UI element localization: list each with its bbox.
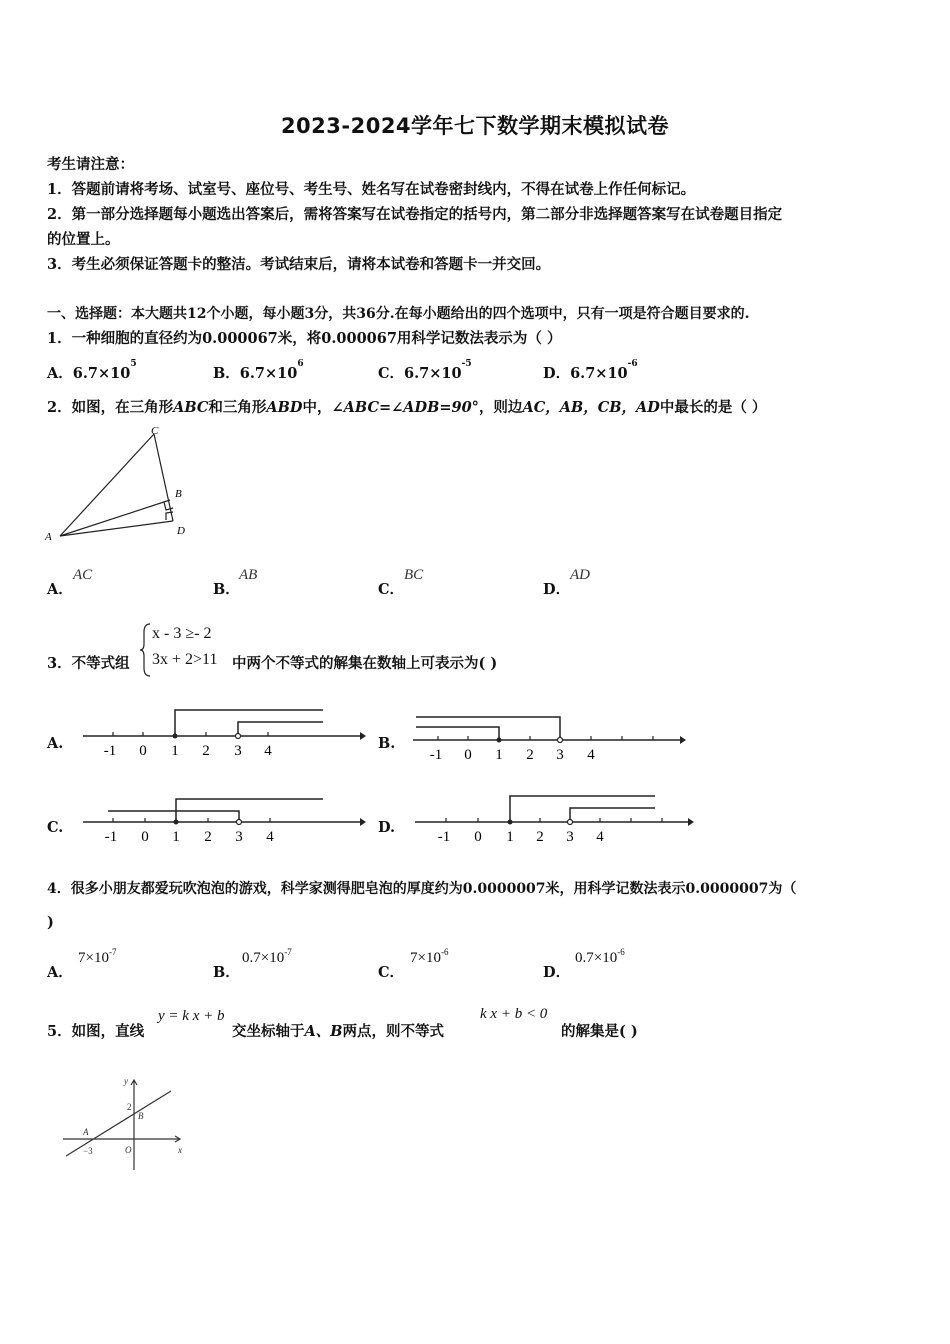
q4-option-d[interactable]: D． — [543, 964, 571, 981]
label-C: C — [151, 425, 159, 437]
q3-number-line-d — [410, 788, 700, 850]
label-D: D — [177, 525, 185, 537]
q5-stem-pre: 5．如图，直线 — [47, 1023, 145, 1040]
q4-option-a[interactable]: A． — [47, 964, 73, 981]
q1-option-b[interactable]: B．$6.7\times 10^6$ — [213, 359, 304, 382]
q2-option-b-value: AB — [239, 567, 258, 583]
tick-label: 2 — [536, 829, 544, 845]
q4-option-c[interactable]: C． — [378, 964, 405, 981]
q4-option-a-value: $7\times 10^{-7}$ — [78, 947, 117, 966]
q3-stem-tail: 中两个不等式的解集在数轴上可表示为( ) — [232, 655, 498, 672]
tick-label: -1 — [104, 829, 118, 845]
q2-option-c[interactable]: C． — [378, 581, 405, 598]
q2-triangle-figure — [40, 420, 200, 550]
q2-option-c-value: BC — [404, 567, 424, 583]
q5-line-equation: y = k x + b — [158, 1008, 225, 1024]
tick-label: -1 — [103, 743, 117, 759]
tick-label: 0 — [139, 743, 147, 759]
q5-stem-end: 的解集是( ) — [561, 1023, 638, 1040]
q1-option-a[interactable]: A．$6.7\times 10^5$ — [47, 359, 137, 382]
tick-label: 4 — [587, 747, 595, 763]
label-A: A — [83, 1127, 89, 1137]
q2-option-d-value: AD — [570, 567, 590, 583]
axis-x-label: x — [178, 1145, 182, 1155]
q5-inequality: k x + b < 0 — [480, 1006, 548, 1022]
q3-option-b[interactable]: B. — [378, 735, 396, 752]
q1-option-d[interactable]: D．$6.7\times 10^{-6}$ — [543, 359, 638, 382]
q2-option-a[interactable]: A． — [47, 581, 73, 598]
label-B: B — [138, 1111, 144, 1121]
tick-label: 4 — [266, 829, 274, 845]
q2-option-a-value: AC — [73, 567, 93, 583]
page-title: 2023-2024学年七下数学期末模拟试卷 — [280, 114, 670, 138]
section-heading: 一、选择题：本大题共12个小题，每小题3分，共36分.在每小题给出的四个选项中，只有一项是符合题目要求的. — [47, 306, 750, 322]
tick-label: 0 — [464, 747, 472, 763]
q3-ineq-1: x - 3 ≥- 2 — [152, 625, 212, 642]
q4-option-b-value: $0.7\times 10^{-7}$ — [242, 947, 292, 966]
tick-label: 1 — [172, 829, 180, 845]
label-2: 2 — [127, 1102, 132, 1112]
q3-number-line-b — [408, 704, 688, 766]
q3-number-line-c — [78, 788, 368, 850]
tick-label: 4 — [596, 829, 604, 845]
tick-label: 1 — [506, 829, 514, 845]
tick-label: -1 — [437, 829, 451, 845]
tick-label: 2 — [202, 743, 210, 759]
q3-number-line-a — [78, 700, 368, 762]
q3-brace — [140, 622, 152, 678]
axis-y-label: y — [124, 1076, 128, 1086]
notice-item-2: 2．第一部分选择题每小题选出答案后，需将答案写在试卷指定的括号内，第二部分非选择题答案写在试卷题目指定 — [47, 206, 783, 223]
tick-label: 3 — [235, 829, 243, 845]
label-neg3: −3 — [83, 1146, 93, 1156]
q2-stem: 2．如图，在三角形ABC和三角形ABD中，∠ABC=∠ADB=90°，则边AC，AB，CB，AD中最长的是（ ） — [47, 399, 767, 416]
q5-coordinate-figure — [58, 1070, 193, 1175]
q3-number: 3．不等式组 — [47, 655, 130, 672]
q3-option-c[interactable]: C. — [47, 819, 64, 836]
q1-stem: 1．一种细胞的直径约为0.000067米，将0.000067用科学记数法表示为（ ） — [47, 330, 562, 347]
tick-label: 0 — [141, 829, 149, 845]
q4-option-b[interactable]: B． — [213, 964, 240, 981]
q3-option-d[interactable]: D. — [378, 819, 396, 836]
q2-option-d[interactable]: D． — [543, 581, 571, 598]
tick-label: 3 — [556, 747, 564, 763]
tick-label: 1 — [171, 743, 179, 759]
q4-stem: 4．很多小朋友都爱玩吹泡泡的游戏，科学家测得肥皂泡的厚度约为0.0000007米，用科学记数法表示0.0000007为（ — [47, 881, 797, 897]
q5-stem-mid: 交坐标轴于A、B两点，则不等式 — [232, 1023, 445, 1040]
tick-label: 4 — [264, 743, 272, 759]
q1-option-c[interactable]: C．$6.7\times 10^{-5}$ — [378, 359, 472, 382]
tick-label: 2 — [526, 747, 534, 763]
q2-option-b[interactable]: B． — [213, 581, 240, 598]
tick-label: 1 — [495, 747, 503, 763]
q3-option-a[interactable]: A. — [47, 735, 64, 752]
notice-heading: 考生请注意： — [47, 156, 134, 173]
label-O: O — [125, 1145, 132, 1155]
tick-label: -1 — [429, 747, 443, 763]
label-A: A — [45, 531, 52, 543]
q4-stem-close: ) — [47, 914, 54, 931]
notice-item-2-cont: 的位置上。 — [47, 231, 120, 248]
q3-ineq-2: 3x + 2>11 — [152, 651, 218, 668]
notice-item-1: 1．答题前请将考场、试室号、座位号、考生号、姓名写在试卷密封线内，不得在试卷上作任何标记。 — [47, 181, 696, 198]
notice-item-3: 3．考生必须保证答题卡的整洁。考试结束后，请将本试卷和答题卡一并交回。 — [47, 256, 551, 273]
tick-label: 3 — [566, 829, 574, 845]
label-B: B — [175, 488, 182, 500]
q4-option-c-value: $7\times 10^{-6}$ — [410, 947, 449, 966]
tick-label: 2 — [204, 829, 212, 845]
q4-option-d-value: $0.7\times 10^{-6}$ — [575, 947, 625, 966]
tick-label: 3 — [234, 743, 242, 759]
tick-label: 0 — [474, 829, 482, 845]
